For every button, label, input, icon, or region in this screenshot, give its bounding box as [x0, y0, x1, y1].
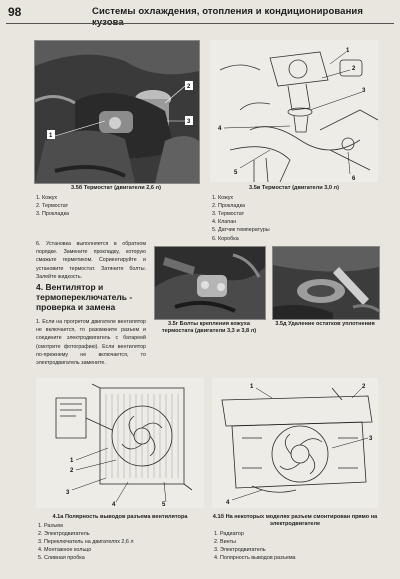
figure-4-1b-legend: [214, 530, 296, 562]
legend-item: 3. Термостат: [212, 211, 245, 218]
legend-item: 3. Прокладка: [36, 211, 70, 218]
legend-item: 4. Монтажное кольцо: [38, 547, 92, 554]
figure-4-1a-legend: [38, 522, 134, 563]
legend-item: 2. Прокладка: [212, 203, 246, 210]
figure-3-5b-caption: 3.5б Термостат (двигатели 2,6 л): [71, 185, 161, 191]
figure-4-1a-marker: 1: [70, 458, 74, 464]
figure-4-1b-drawing: [212, 378, 378, 508]
header-rule: [6, 23, 394, 24]
figure-4-1a-marker: 3: [66, 490, 70, 496]
figure-3-5v-marker: 1: [346, 48, 350, 54]
figure-4-1a-drawing: [36, 378, 204, 508]
figure-4-1a-marker: 2: [70, 468, 74, 474]
figure-3-5v-marker: 4: [218, 126, 222, 132]
figure-3-5d-caption: 3.5д Удаление остатков уплотнения: [275, 321, 375, 327]
figure-4-1b-marker: 4: [226, 500, 230, 506]
figure-3-5v-legend: [212, 194, 270, 243]
figure-3-5d-photo: [272, 246, 380, 320]
legend-item: 5. Датчик температуры: [212, 227, 270, 234]
page-header: [6, 4, 394, 22]
figure-4-1b-caption: 4.1б На некоторых моделях разъем смонтирован прямо на электродвигателе: [212, 514, 378, 527]
figure-3-5v-marker: 2: [352, 66, 356, 72]
figure-4-1b-marker: 3: [369, 436, 373, 442]
figure-4-1b-marker: 1: [250, 384, 254, 390]
legend-item: 2. Термостат: [36, 203, 69, 210]
legend-item: 4. Клапан: [212, 219, 237, 226]
figure-4-1a-marker: 5: [162, 502, 166, 508]
figure-3-5g-photo: [154, 246, 266, 320]
figure-4-1a-marker: 4: [112, 502, 116, 508]
figure-3-5b-marker: 1: [49, 133, 53, 139]
legend-item: 3. Электродвигатель: [214, 547, 266, 554]
legend-item: 2. Электродвигатель: [38, 531, 90, 538]
legend-item: 1. Радиатор: [214, 531, 244, 537]
page-number: 98: [8, 5, 22, 19]
legend-item: 5. Сливная пробка: [38, 555, 85, 562]
figure-3-5b-marker: 2: [187, 84, 191, 90]
figure-3-5v-marker: 5: [234, 170, 238, 176]
chapter-title: Системы охлаждения, отопления и кондиционирования: [92, 6, 363, 17]
figure-3-5g-caption: 3.5г Болты крепления кожуха термостата (двигатели 3,3 и 3,8 л): [161, 321, 257, 334]
legend-item: 1. Кожух: [212, 195, 234, 201]
legend-item: 3. Переключатель на двигателях 2,6 л: [38, 539, 134, 546]
legend-item: 6. Коробка: [212, 235, 239, 242]
legend-item: 2. Винты: [214, 539, 236, 546]
figure-3-5v-caption: 3.5в Термостат (двигатели 3,0 л): [249, 185, 339, 191]
figure-3-5v-marker: 6: [352, 176, 356, 182]
figure-3-5v-drawing: [210, 40, 378, 182]
step-1-paragraph: 1. Если на прогретом двигателе вентилятор не включается, то разомкните разъем и соедините электродвигатель с батареей (смотрите фотографию). Если вентилятор по-прежнему не включается, то электродвигатель замените.: [36, 319, 146, 367]
legend-item: 1. Кожух: [36, 195, 58, 201]
figure-3-5v-marker: 3: [362, 88, 366, 94]
figure-3-5b-legend: [36, 194, 69, 218]
step-6-paragraph: 6. Установка выполняется в обратном порядке. Замените прокладку, которую смажьте герметиком. Сориентируйте и установите термостат. Затяните болты. Залейте жидкость.: [36, 241, 146, 280]
figure-4-1b-marker: 2: [362, 384, 366, 390]
figure-3-5b-marker: 3: [187, 119, 191, 125]
figure-4-1a-caption: 4.1а Полярность выводов разъема вентилятора: [52, 514, 188, 520]
legend-item: 1. Разъем: [38, 523, 63, 529]
section-4-heading: 4. Вентилятор и термопереключатель - проверка и замена: [36, 282, 133, 312]
legend-item: 4. Полярность выводов разъема: [214, 555, 296, 562]
figure-3-5b-photo: [34, 40, 200, 184]
